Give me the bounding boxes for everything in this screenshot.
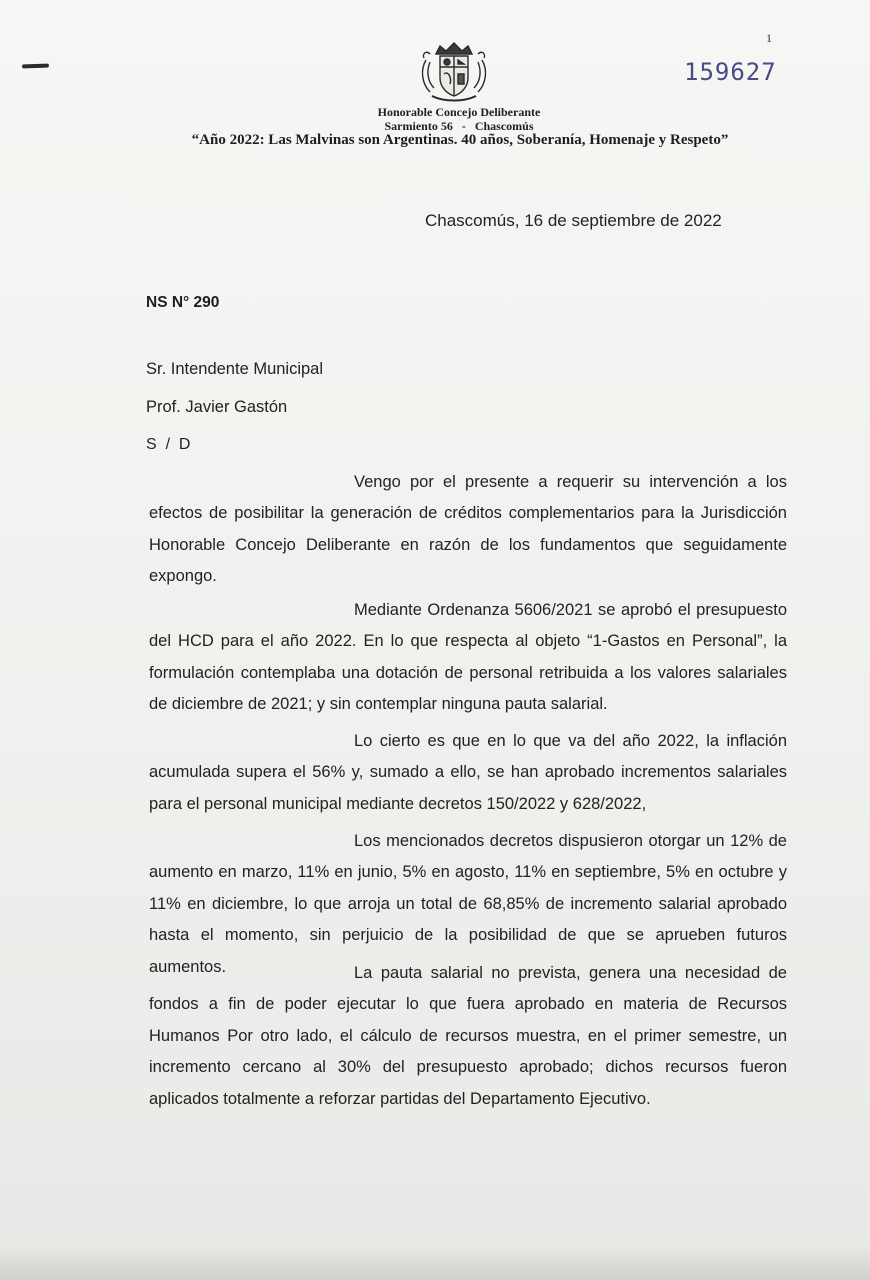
body-paragraph-3: Lo cierto es que en lo que va del año 2022, la inflación acumulada supera el 56% y, sumado a ello, se han aprobado incrementos salariales para el personal municipal mediante decretos 150/2022 y 628/2022,	[149, 732, 787, 813]
page-shadow	[0, 1245, 870, 1280]
body-paragraph-4: Los mencionados decretos dispusieron otorgar un 12% de aumento en marzo, 11% en junio, 5% en agosto, 11% en septiembre, 5% en octubre y 11% en diciembre, lo que arroja un total de 68,85% de incremento salarial aprobado hasta el momento, sin perjuicio de la posibilidad de que se aprueben futuros aumentos.	[149, 832, 787, 976]
salutation-sd: S / D	[146, 436, 191, 453]
body-paragraph-1: Vengo por el presente a requerir su intervención a los efectos de posibilitar la generación de créditos complementarios para la Jurisdicción Honorable Concejo Deliberante en razón de los fundamentos que seguidamente expongo.	[149, 473, 787, 586]
recipient-title: Sr. Intendente Municipal	[146, 360, 324, 378]
year-motto: “Año 2022: Las Malvinas son Argentinas. 40 años, Soberanía, Homenaje y Respeto”	[191, 132, 729, 148]
recipient-name: Prof. Javier Gastón	[146, 398, 288, 416]
institution-address: Sarmiento 56 - Chascomús	[384, 119, 534, 133]
note-number: NS N° 290	[146, 294, 220, 311]
institution-name: Honorable Concejo Deliberante	[377, 105, 541, 119]
coat-of-arms-icon	[418, 40, 490, 102]
pen-mark	[22, 64, 49, 69]
letter-date: Chascomús, 16 de septiembre de 2022	[425, 211, 722, 230]
body-paragraph-2: Mediante Ordenanza 5606/2021 se aprobó el presupuesto del HCD para el año 2022. En lo que respecta al objeto “1-Gastos en Personal”, la formulación contemplaba una dotación de personal retribuida a los valores salariales de diciembre de 2021; y sin contemplar ninguna pauta salarial.	[149, 601, 787, 714]
body-paragraph-5: La pauta salarial no prevista, genera una necesidad de fondos a fin de poder ejecutar lo que fuera aprobado en materia de Recursos Humanos Por otro lado, el cálculo de recursos muestra, en el primer semestre, un incremento cercano al 30% del presupuesto aprobado; dichos recursos fueron aplicados totalmente a reforzar partidas del Departamento Ejecutivo.	[149, 964, 787, 1108]
stamp-number: 159627	[684, 58, 777, 86]
page-number: 1	[766, 31, 772, 45]
